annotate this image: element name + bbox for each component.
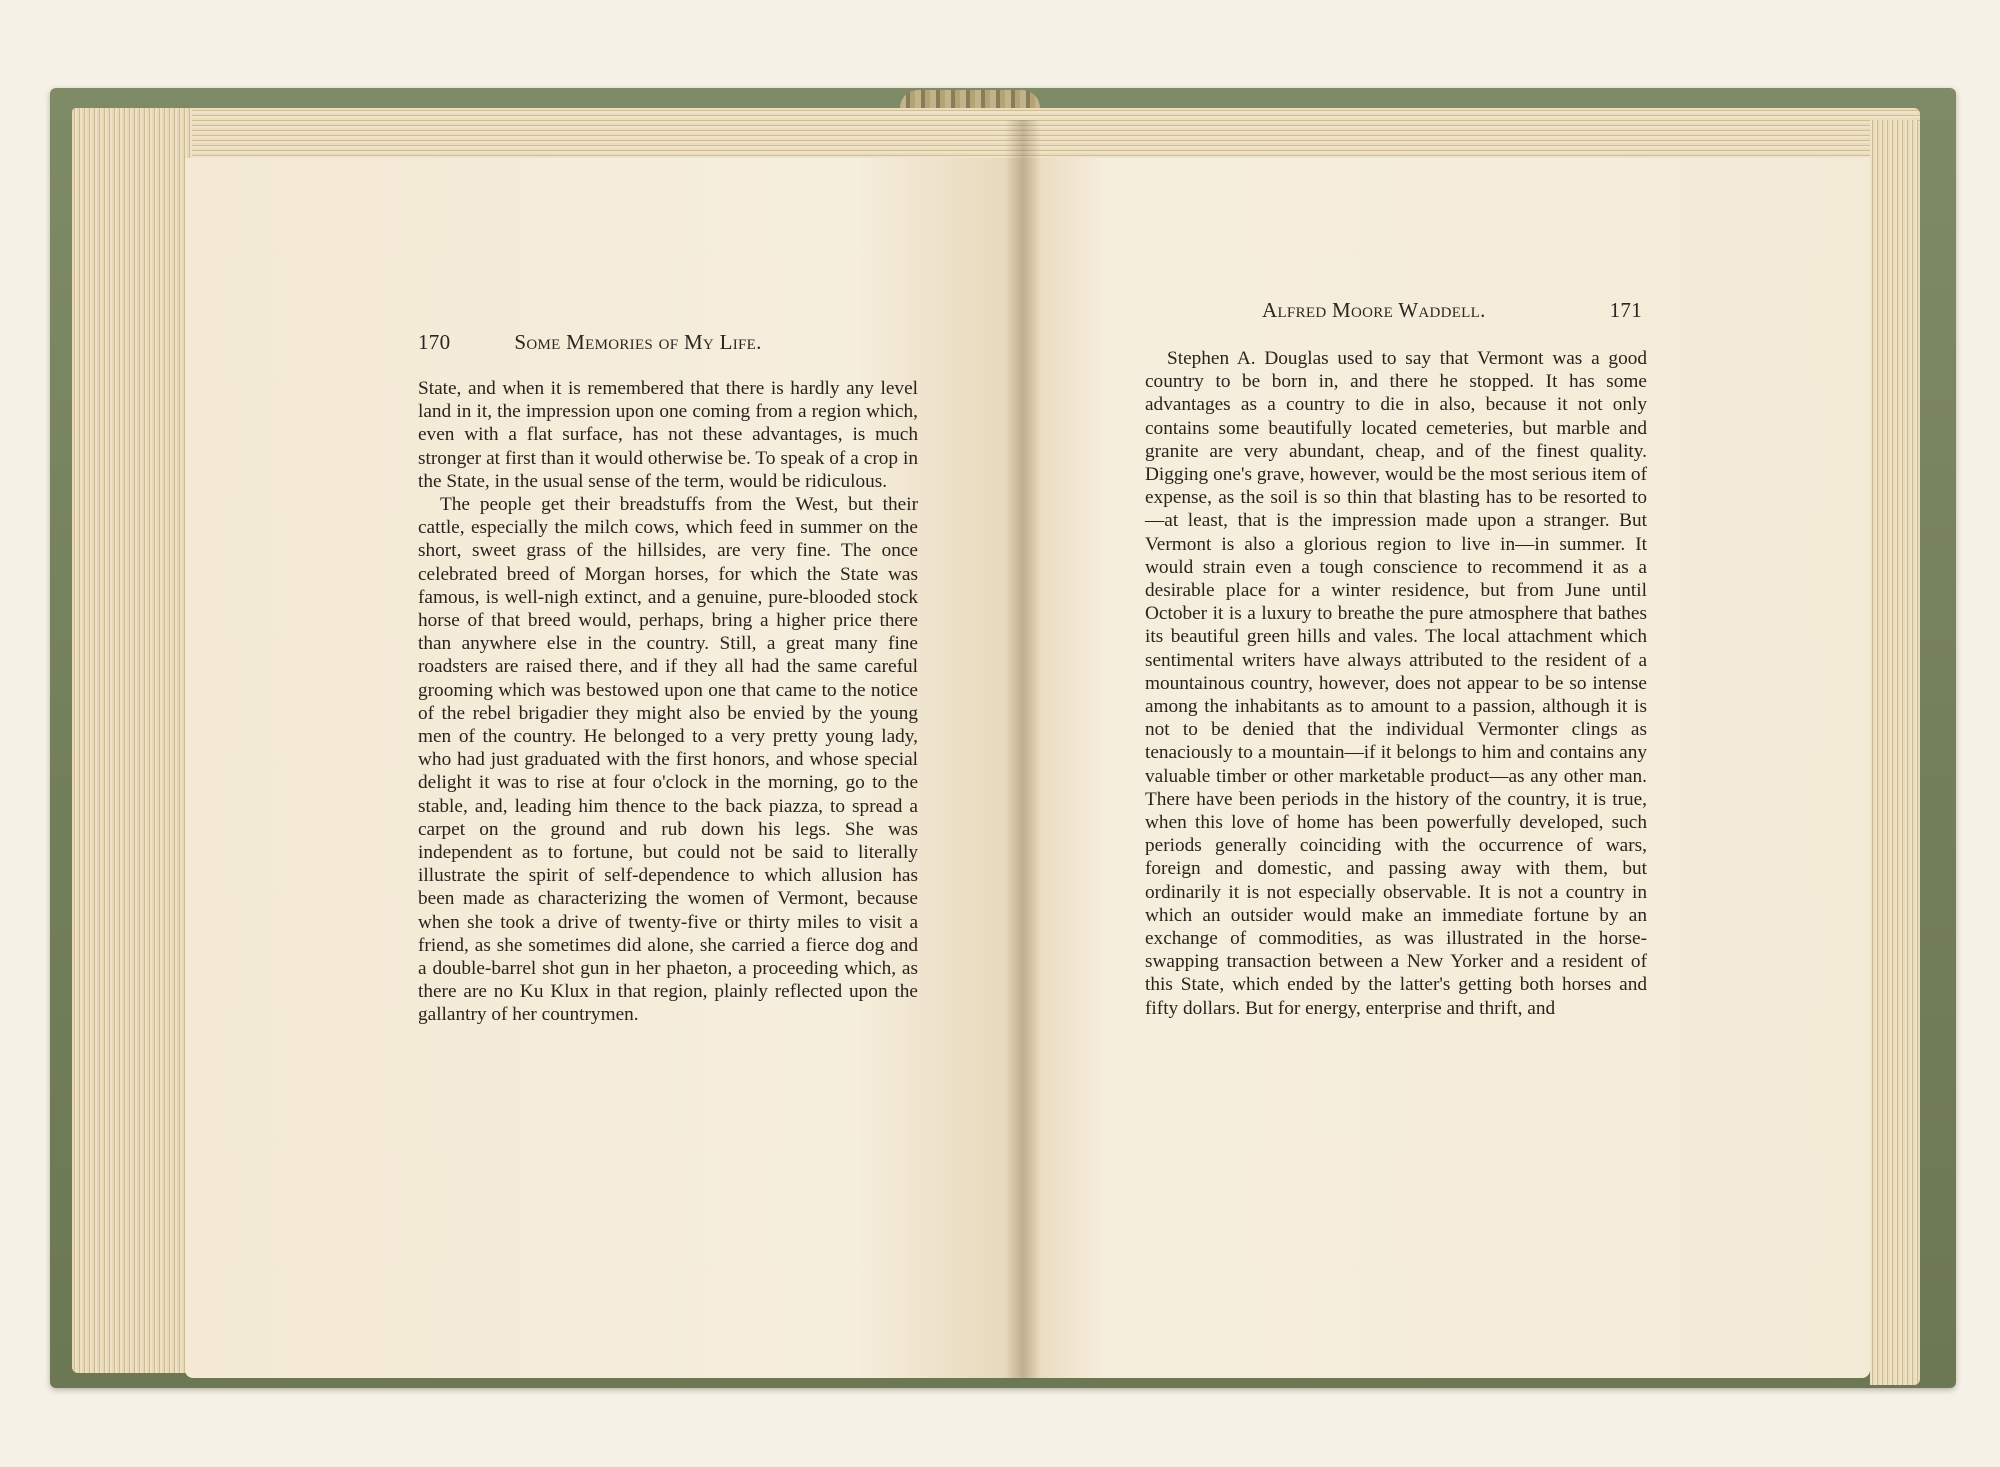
left-running-title: Some Memories of My Life. [514,330,762,354]
page-edges-right [1870,120,1920,1385]
right-page-number: 171 [1609,298,1642,322]
right-page-body [1145,347,1647,1020]
left-paragraph-2: The people get their breadstuffs from the West, but their cattle, especially the milch cows, which feed in summer on the short, sweet grass of the hillsides, are very fine. The once celebrated breed of Morgan horses, for which the State was famous, is well-nigh extinct, and a genuine, pure-blooded stock horse of that breed would, perhaps, bring a higher price there than anywhere else in the country. Still, a great many fine roadsters are raised there, and if they all had the same careful grooming which was bestowed upon one that came to the notice of the rebel brigadier they might also be envied by the young men of the country. He belonged to a very pretty young lady, who had just graduated with the first honors, and whose special delight it was to rise at four o'clock in the morning, go to the stable, and, leading him thence to the back piazza, to spread a carpet on the ground and rub down his legs. She was independent as to fortune, but could not be said to literally illustrate the spirit of self-dependence to which allusion has been made as characterizing the women of Vermont, because when she took a drive of twenty-five or thirty miles to visit a friend, as she sometimes did alone, she carried a fierce dog and a double-barrel shot gun in her phaeton, a proceeding which, as there are no Ku Klux in that region, plainly reflected upon the gallantry of her countrymen. [418,494,918,1026]
right-paragraph-1: Stephen A. Douglas used to say that Vermont was a good country to be born in, and there he stopped. It has some advantages as a country to die in also, because it not only contains some beautifully located cemeteries, but marble and granite are very abundant, cheap, and of the finest quality. Digging one's grave, however, would be the most serious item of expense, as the soil is so thin that blasting has to be resorted to—at least, that is the impression made upon a stranger. But Vermont is also a glorious region to live in—in summer. It would strain even a tough conscience to recommend it as a desirable place for a winter residence, but from June until October it is a luxury to breathe the pure atmosphere that bathes its beautiful green hills and vales. The local attachment which sentimental writers have always attributed to the resident of a mountainous country, however, does not appear to be so intense among the inhabitants as to amount to a passion, although it is not to be denied that the individual Vermonter clings as tenaciously to a mountain—if it belongs to him and contains any valuable timber or other marketable product—as any other man. There have been periods in the history of the country, it is true, when this love of home has been powerfully developed, such periods generally coinciding with the occurrence of wars, foreign and domestic, and passing away with them, but ordinarily it is not especially observable. It is not a country in which an outsider would make an immediate fortune by an exchange of commodities, as was illustrated in the horse-swapping transaction between a New Yorker and a resident of this State, which ended by the latter's getting both horses and fifty dollars. But for energy, enterprise and thrift, and [1145,348,1647,1019]
right-running-title: Alfred Moore Waddell. [1262,298,1486,322]
book-gutter [1005,120,1041,1380]
left-page-number: 170 [418,330,451,354]
left-page-header [418,330,818,355]
left-page-body [418,377,918,1027]
left-paragraph-1: State, and when it is remembered that there is hardly any level land in it, the impression upon one coming from a region which, even with a flat surface, has not these advantages, is much stronger at first than it would otherwise be. To speak of a crop in the State, in the usual sense of the term, would be ridiculous. [418,378,918,492]
right-page-header [1262,298,1642,323]
page-edges-left [72,108,192,1373]
